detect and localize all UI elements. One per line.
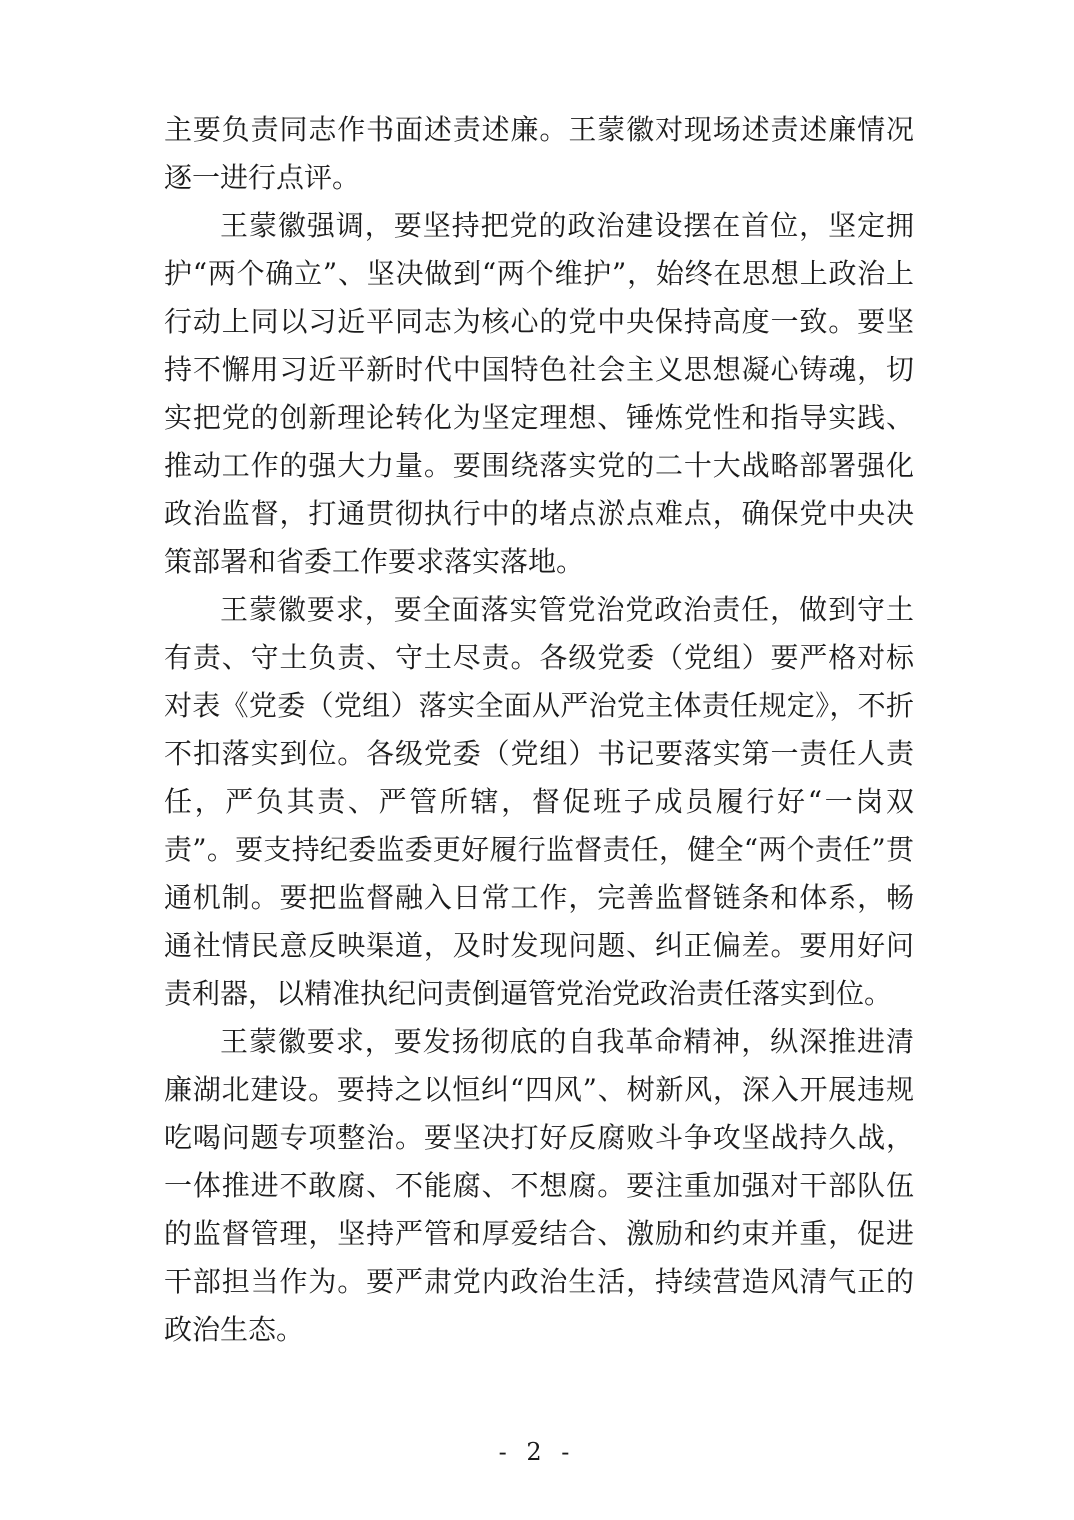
paragraph-4: 王蒙徽要求，要发扬彻底的自我革命精神，纵深推进清廉湖北建设。要持之以恒纠“四风”、树新风，深入开展违规吃喝问题专项整治。要坚决打好反腐败斗争攻坚战持久战，一体推进不敢腐、不能腐、不想腐。要注重加强对干部队伍的监督管理，坚持严管和厚爱结合、激励和约束并重，促进干部担当作为。要严肃党内政治生活，持续营造风清气正的政治生态。 — [164, 1025, 914, 1346]
document-body — [164, 106, 914, 1354]
paragraph-1: 主要负责同志作书面述责述廉。王蒙徽对现场述责述廉情况逐一进行点评。 — [164, 113, 914, 194]
paragraph-3: 王蒙徽要求，要全面落实管党治党政治责任，做到守土有责、守土负责、守土尽责。各级党委（党组）要严格对标对表《党委（党组）落实全面从严治党主体责任规定》，不折不扣落实到位。各级党委（党组）书记要落实第一责任人责任，严负其责、严管所辖，督促班子成员履行好“一岗双责”。要支持纪委监委更好履行监督责任，健全“两个责任”贯通机制。要把监督融入日常工作，完善监督链条和体系，畅通社情民意反映渠道，及时发现问题、纠正偏差。要用好问责利器，以精准执纪问责倒逼管党治党政治责任落实到位。 — [164, 593, 914, 1010]
paragraph-2: 王蒙徽强调，要坚持把党的政治建设摆在首位，坚定拥护“两个确立”、坚决做到“两个维护”，始终在思想上政治上行动上同以习近平同志为核心的党中央保持高度一致。要坚持不懈用习近平新时代中国特色社会主义思想凝心铸魂，切实把党的创新理论转化为坚定理想、锤炼党性和指导实践、推动工作的强大力量。要围绕落实党的二十大战略部署强化政治监督，打通贯彻执行中的堵点淤点难点，确保党中央决策部署和省委工作要求落实落地。 — [164, 209, 914, 578]
page-number: - 2 - — [498, 1438, 576, 1466]
